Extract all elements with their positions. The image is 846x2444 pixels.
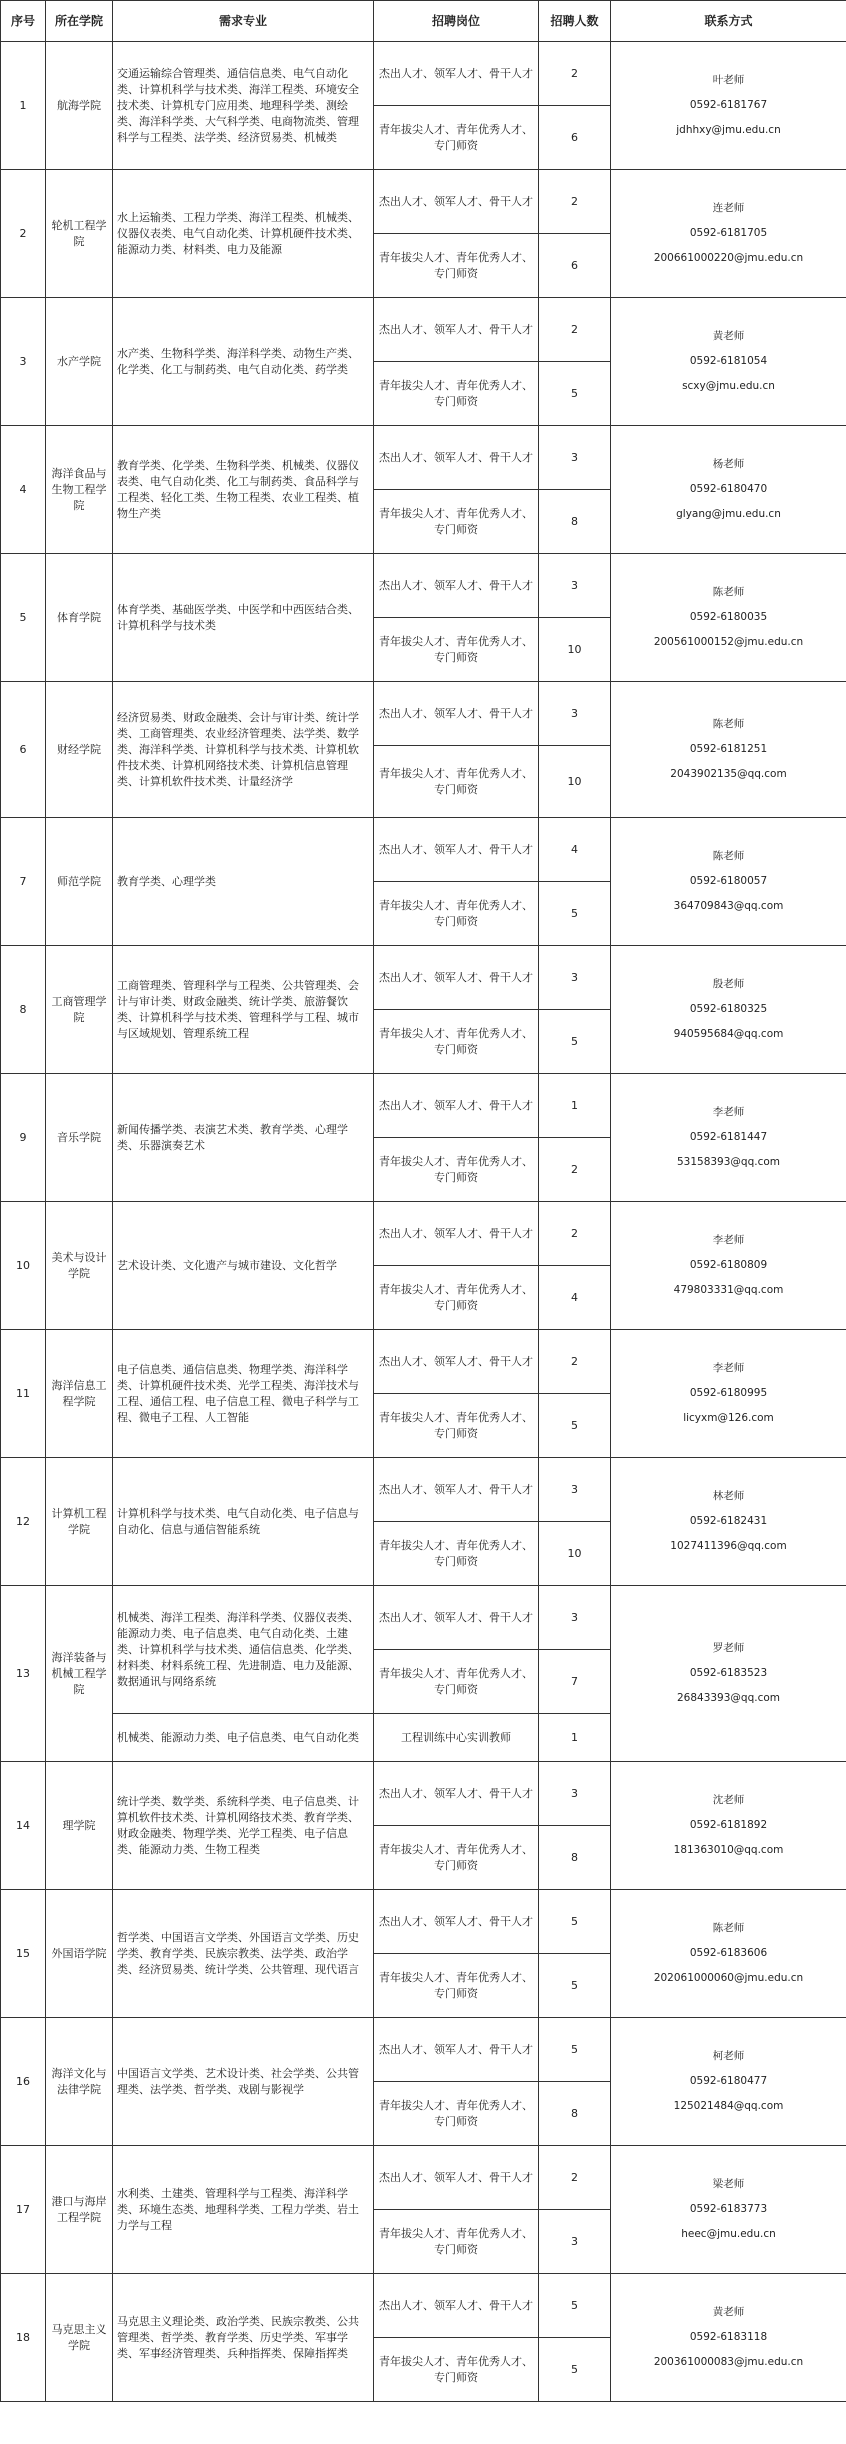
required-majors: 中国语言文学类、艺术设计类、社会学类、公共管理类、法学类、哲学类、戏剧与影视学 xyxy=(113,2018,374,2146)
contact-email[interactable]: jdhhxy@jmu.edu.cn xyxy=(676,124,781,136)
college-name: 海洋装备与机械工程学院 xyxy=(46,1586,113,1762)
contact-phone: 0592-6183118 xyxy=(689,2331,768,2343)
contact-person: 罗老师 xyxy=(712,1642,745,1654)
count-junior: 5 xyxy=(539,2338,611,2402)
row-number: 16 xyxy=(1,2018,46,2146)
position-senior: 杰出人才、领军人才、骨干人才 xyxy=(374,818,539,882)
contact-cell xyxy=(611,1202,846,1330)
college-name: 美术与设计学院 xyxy=(46,1202,113,1330)
contact-cell xyxy=(611,426,846,554)
position-junior: 青年拔尖人才、青年优秀人才、专门师资 xyxy=(374,746,539,818)
table-row xyxy=(1,946,846,1010)
contact-email[interactable]: glyang@jmu.edu.cn xyxy=(676,508,781,520)
contact-cell xyxy=(611,682,846,818)
required-majors: 水利类、土建类、管理科学与工程类、海洋科学类、环境生态类、地理科学类、工程力学类、岩土力学与工程 xyxy=(113,2146,374,2274)
count-junior: 10 xyxy=(539,618,611,682)
contact-cell xyxy=(611,170,846,298)
contact-person: 叶老师 xyxy=(712,74,745,86)
contact-email[interactable]: 202061000060@jmu.edu.cn xyxy=(653,1972,804,1984)
table-row xyxy=(1,298,846,362)
count-senior: 3 xyxy=(539,554,611,618)
header-row xyxy=(1,1,846,42)
contact-phone: 0592-6183773 xyxy=(689,2203,768,2215)
contact-cell xyxy=(611,298,846,426)
contact-cell xyxy=(611,2146,846,2274)
position-junior: 青年拔尖人才、青年优秀人才、专门师资 xyxy=(374,2082,539,2146)
count-senior: 3 xyxy=(539,426,611,490)
contact-email[interactable]: 53158393@qq.com xyxy=(676,1156,781,1168)
contact-phone: 0592-6180995 xyxy=(689,1387,768,1399)
contact-phone: 0592-6181767 xyxy=(689,99,768,111)
contact-phone: 0592-6181892 xyxy=(689,1819,768,1831)
table-row xyxy=(1,1890,846,1954)
count-senior: 5 xyxy=(539,1890,611,1954)
row-number: 12 xyxy=(1,1458,46,1586)
contact-phone: 0592-6183523 xyxy=(689,1667,768,1679)
header-contact: 联系方式 xyxy=(611,1,846,42)
contact-email[interactable]: 26843393@qq.com xyxy=(676,1692,781,1704)
contact-person: 陈老师 xyxy=(712,718,745,730)
position-junior: 青年拔尖人才、青年优秀人才、专门师资 xyxy=(374,2338,539,2402)
count-junior: 5 xyxy=(539,362,611,426)
required-majors: 马克思主义理论类、政治学类、民族宗教类、公共管理类、哲学类、教育学类、历史学类、军事学类、军事经济管理类、兵种指挥类、保障指挥类 xyxy=(113,2274,374,2402)
count-senior: 5 xyxy=(539,2018,611,2082)
position-senior: 杰出人才、领军人才、骨干人才 xyxy=(374,170,539,234)
contact-person: 李老师 xyxy=(712,1362,745,1374)
position-senior: 杰出人才、领军人才、骨干人才 xyxy=(374,2274,539,2338)
required-majors: 水上运输类、工程力学类、海洋工程类、机械类、仪器仪表类、电气自动化类、计算机硬件技术类、能源动力类、材料类、电力及能源 xyxy=(113,170,374,298)
count-senior: 3 xyxy=(539,1458,611,1522)
row-number: 9 xyxy=(1,1074,46,1202)
contact-email[interactable]: 479803331@qq.com xyxy=(673,1284,784,1296)
position-junior: 青年拔尖人才、青年优秀人才、专门师资 xyxy=(374,106,539,170)
count-junior: 10 xyxy=(539,746,611,818)
count-senior: 3 xyxy=(539,946,611,1010)
count-junior: 7 xyxy=(539,1650,611,1714)
required-majors: 水产类、生物科学类、海洋科学类、动物生产类、化学类、化工与制药类、电气自动化类、药学类 xyxy=(113,298,374,426)
contact-person: 陈老师 xyxy=(712,850,745,862)
count-junior: 3 xyxy=(539,2210,611,2274)
contact-person: 李老师 xyxy=(712,1106,745,1118)
row-number: 10 xyxy=(1,1202,46,1330)
table-row xyxy=(1,682,846,746)
college-name: 海洋信息工程学院 xyxy=(46,1330,113,1458)
count-senior: 2 xyxy=(539,170,611,234)
count-senior: 2 xyxy=(539,1330,611,1394)
college-name: 轮机工程学院 xyxy=(46,170,113,298)
contact-person: 殷老师 xyxy=(712,978,745,990)
contact-email[interactable]: 940595684@qq.com xyxy=(673,1028,784,1040)
contact-email[interactable]: 181363010@qq.com xyxy=(673,1844,784,1856)
position-junior: 青年拔尖人才、青年优秀人才、专门师资 xyxy=(374,490,539,554)
table-row xyxy=(1,1202,846,1266)
contact-phone: 0592-6181054 xyxy=(689,355,768,367)
contact-phone: 0592-6181447 xyxy=(689,1131,768,1143)
contact-person: 林老师 xyxy=(712,1490,745,1502)
position-senior: 杰出人才、领军人才、骨干人才 xyxy=(374,1202,539,1266)
row-number: 18 xyxy=(1,2274,46,2402)
table-row xyxy=(1,426,846,490)
table-row xyxy=(1,170,846,234)
count-senior: 2 xyxy=(539,1202,611,1266)
college-name: 海洋文化与法律学院 xyxy=(46,2018,113,2146)
count-junior: 8 xyxy=(539,2082,611,2146)
position-junior: 青年拔尖人才、青年优秀人才、专门师资 xyxy=(374,882,539,946)
position-senior: 杰出人才、领军人才、骨干人才 xyxy=(374,682,539,746)
position-junior: 青年拔尖人才、青年优秀人才、专门师资 xyxy=(374,1826,539,1890)
position-junior: 青年拔尖人才、青年优秀人才、专门师资 xyxy=(374,1650,539,1714)
count-junior: 8 xyxy=(539,1826,611,1890)
position-training: 工程训练中心实训教师 xyxy=(374,1714,539,1762)
count-junior: 5 xyxy=(539,1010,611,1074)
position-junior: 青年拔尖人才、青年优秀人才、专门师资 xyxy=(374,1138,539,1202)
contact-cell xyxy=(611,2274,846,2402)
row-number: 14 xyxy=(1,1762,46,1890)
contact-phone: 0592-6180325 xyxy=(689,1003,768,1015)
contact-phone: 0592-6180057 xyxy=(689,875,768,887)
college-name: 计算机工程学院 xyxy=(46,1458,113,1586)
count-senior: 5 xyxy=(539,2274,611,2338)
count-junior: 6 xyxy=(539,234,611,298)
count-senior: 3 xyxy=(539,1762,611,1826)
contact-cell xyxy=(611,42,846,170)
row-number: 4 xyxy=(1,426,46,554)
position-senior: 杰出人才、领军人才、骨干人才 xyxy=(374,2146,539,2210)
row-number: 1 xyxy=(1,42,46,170)
position-senior: 杰出人才、领军人才、骨干人才 xyxy=(374,1458,539,1522)
required-majors: 新闻传播学类、表演艺术类、教育学类、心理学类、乐器演奏艺术 xyxy=(113,1074,374,1202)
college-name: 体育学院 xyxy=(46,554,113,682)
count-junior: 6 xyxy=(539,106,611,170)
contact-person: 杨老师 xyxy=(712,458,745,470)
table-row xyxy=(1,1330,846,1394)
required-majors: 哲学类、中国语言文学类、外国语言文学类、历史学类、教育学类、民族宗教类、法学类、政治学类、经济贸易类、统计学类、公共管理、现代语言 xyxy=(113,1890,374,2018)
position-senior: 杰出人才、领军人才、骨干人才 xyxy=(374,426,539,490)
table-row xyxy=(1,1586,846,1650)
count-junior: 4 xyxy=(539,1266,611,1330)
college-name: 音乐学院 xyxy=(46,1074,113,1202)
contact-email[interactable]: 200661000220@jmu.edu.cn xyxy=(653,252,804,264)
count-senior: 3 xyxy=(539,682,611,746)
contact-cell xyxy=(611,1890,846,2018)
college-name: 海洋食品与生物工程学院 xyxy=(46,426,113,554)
position-senior: 杰出人才、领军人才、骨干人才 xyxy=(374,2018,539,2082)
count-junior: 10 xyxy=(539,1522,611,1586)
college-name: 航海学院 xyxy=(46,42,113,170)
contact-cell xyxy=(611,1762,846,1890)
header-college: 所在学院 xyxy=(46,1,113,42)
required-majors: 教育学类、化学类、生物科学类、机械类、仪器仪表类、电气自动化类、化工与制药类、食品科学与工程类、轻化工类、生物工程类、农业工程类、植物生产类 xyxy=(113,426,374,554)
header-count: 招聘人数 xyxy=(539,1,611,42)
contact-email[interactable]: 364709843@qq.com xyxy=(673,900,784,912)
count-junior: 5 xyxy=(539,1954,611,2018)
position-junior: 青年拔尖人才、青年优秀人才、专门师资 xyxy=(374,618,539,682)
position-junior: 青年拔尖人才、青年优秀人才、专门师资 xyxy=(374,1010,539,1074)
position-junior: 青年拔尖人才、青年优秀人才、专门师资 xyxy=(374,234,539,298)
contact-phone: 0592-6183606 xyxy=(689,1947,768,1959)
contact-person: 陈老师 xyxy=(712,586,745,598)
required-majors: 计算机科学与技术类、电气自动化类、电子信息与自动化、信息与通信智能系统 xyxy=(113,1458,374,1586)
position-senior: 杰出人才、领军人才、骨干人才 xyxy=(374,1762,539,1826)
position-junior: 青年拔尖人才、青年优秀人才、专门师资 xyxy=(374,1266,539,1330)
position-senior: 杰出人才、领军人才、骨干人才 xyxy=(374,1586,539,1650)
contact-phone: 0592-6180477 xyxy=(689,2075,768,2087)
contact-phone: 0592-6180035 xyxy=(689,611,768,623)
count-junior: 5 xyxy=(539,1394,611,1458)
row-number: 13 xyxy=(1,1586,46,1762)
required-majors: 教育学类、心理学类 xyxy=(113,818,374,946)
contact-phone: 0592-6181251 xyxy=(689,743,768,755)
header-no: 序号 xyxy=(1,1,46,42)
contact-email[interactable]: scxy@jmu.edu.cn xyxy=(682,380,775,392)
contact-cell xyxy=(611,818,846,946)
required-majors: 机械类、能源动力类、电子信息类、电气自动化类 xyxy=(113,1714,374,1762)
table-row xyxy=(1,2018,846,2082)
count-junior: 2 xyxy=(539,1138,611,1202)
college-name: 港口与海岸工程学院 xyxy=(46,2146,113,2274)
contact-email[interactable]: 200561000152@jmu.edu.cn xyxy=(653,636,804,648)
table-row xyxy=(1,1762,846,1826)
required-majors: 艺术设计类、文化遗产与城市建设、文化哲学 xyxy=(113,1202,374,1330)
contact-email[interactable]: 1027411396@qq.com xyxy=(670,1540,787,1552)
count-senior: 4 xyxy=(539,818,611,882)
position-junior: 青年拔尖人才、青年优秀人才、专门师资 xyxy=(374,1954,539,2018)
position-senior: 杰出人才、领军人才、骨干人才 xyxy=(374,1890,539,1954)
row-number: 3 xyxy=(1,298,46,426)
count-junior: 5 xyxy=(539,882,611,946)
contact-person: 黄老师 xyxy=(712,330,745,342)
contact-email[interactable]: 200361000083@jmu.edu.cn xyxy=(653,2356,804,2368)
contact-cell xyxy=(611,554,846,682)
contact-cell xyxy=(611,1330,846,1458)
count-senior: 3 xyxy=(539,1586,611,1650)
table-row xyxy=(1,42,846,106)
contact-cell xyxy=(611,2018,846,2146)
required-majors: 工商管理类、管理科学与工程类、公共管理类、会计与审计类、财政金融类、统计学类、旅游餐饮类、计算机科学与技术类、管理科学与工程、城市与区域规划、管理系统工程 xyxy=(113,946,374,1074)
count-senior: 2 xyxy=(539,2146,611,2210)
row-number: 8 xyxy=(1,946,46,1074)
college-name: 水产学院 xyxy=(46,298,113,426)
header-position: 招聘岗位 xyxy=(374,1,539,42)
contact-cell xyxy=(611,1458,846,1586)
position-junior: 青年拔尖人才、青年优秀人才、专门师资 xyxy=(374,1522,539,1586)
position-senior: 杰出人才、领军人才、骨干人才 xyxy=(374,946,539,1010)
required-majors: 体育学类、基础医学类、中医学和中西医结合类、计算机科学与技术类 xyxy=(113,554,374,682)
required-majors: 机械类、海洋工程类、海洋科学类、仪器仪表类、能源动力类、电子信息类、电气自动化类、土建类、计算机科学与技术类、通信信息类、化学类、材料类、材料系统工程、先进制造、电力及能源、数据通讯与网络系统 xyxy=(113,1586,374,1714)
contact-phone: 0592-6180470 xyxy=(689,483,768,495)
contact-person: 李老师 xyxy=(712,1234,745,1246)
position-senior: 杰出人才、领军人才、骨干人才 xyxy=(374,42,539,106)
contact-email[interactable]: 2043902135@qq.com xyxy=(670,768,787,780)
row-number: 7 xyxy=(1,818,46,946)
position-senior: 杰出人才、领军人才、骨干人才 xyxy=(374,1330,539,1394)
header-majors: 需求专业 xyxy=(113,1,374,42)
table-body xyxy=(1,42,846,2402)
table-row xyxy=(1,1458,846,1522)
row-number: 15 xyxy=(1,1890,46,2018)
row-number: 2 xyxy=(1,170,46,298)
table-row xyxy=(1,2146,846,2210)
contact-person: 柯老师 xyxy=(712,2050,745,2062)
contact-phone: 0592-6181705 xyxy=(689,227,768,239)
college-name: 外国语学院 xyxy=(46,1890,113,2018)
contact-email[interactable]: licyxm@126.com xyxy=(683,1412,774,1424)
contact-cell xyxy=(611,1074,846,1202)
contact-person: 连老师 xyxy=(712,202,745,214)
position-junior: 青年拔尖人才、青年优秀人才、专门师资 xyxy=(374,2210,539,2274)
position-junior: 青年拔尖人才、青年优秀人才、专门师资 xyxy=(374,362,539,426)
count-senior: 2 xyxy=(539,42,611,106)
contact-cell xyxy=(611,1586,846,1762)
college-name: 师范学院 xyxy=(46,818,113,946)
count-senior: 2 xyxy=(539,298,611,362)
college-name: 理学院 xyxy=(46,1762,113,1890)
position-junior: 青年拔尖人才、青年优秀人才、专门师资 xyxy=(374,1394,539,1458)
position-senior: 杰出人才、领军人才、骨干人才 xyxy=(374,1074,539,1138)
contact-person: 黄老师 xyxy=(712,2306,745,2318)
table-row xyxy=(1,554,846,618)
contact-email[interactable]: heec@jmu.edu.cn xyxy=(681,2228,776,2240)
count-senior: 1 xyxy=(539,1074,611,1138)
count-junior: 8 xyxy=(539,490,611,554)
position-senior: 杰出人才、领军人才、骨干人才 xyxy=(374,554,539,618)
required-majors: 电子信息类、通信信息类、物理学类、海洋科学类、计算机硬件技术类、光学工程类、海洋技术与工程、通信工程、电子信息工程、微电子科学与工程、微电子工程、人工智能 xyxy=(113,1330,374,1458)
count-training: 1 xyxy=(539,1714,611,1762)
college-name: 工商管理学院 xyxy=(46,946,113,1074)
contact-person: 陈老师 xyxy=(712,1922,745,1934)
row-number: 6 xyxy=(1,682,46,818)
row-number: 17 xyxy=(1,2146,46,2274)
position-senior: 杰出人才、领军人才、骨干人才 xyxy=(374,298,539,362)
table-row xyxy=(1,1074,846,1138)
contact-email[interactable]: 125021484@qq.com xyxy=(673,2100,784,2112)
row-number: 5 xyxy=(1,554,46,682)
contact-cell xyxy=(611,946,846,1074)
row-number: 11 xyxy=(1,1330,46,1458)
table-row xyxy=(1,2274,846,2338)
contact-phone: 0592-6180809 xyxy=(689,1259,768,1271)
table-row xyxy=(1,818,846,882)
contact-person: 梁老师 xyxy=(712,2178,745,2190)
required-majors: 经济贸易类、财政金融类、会计与审计类、统计学类、工商管理类、农业经济管理类、法学类、数学类、海洋科学类、计算机科学与技术类、计算机软件技术类、计算机网络技术类、计算机信息管理类、计算机软件技术类、计量经济学 xyxy=(113,682,374,818)
college-name: 马克思主义学院 xyxy=(46,2274,113,2402)
required-majors: 统计学类、数学类、系统科学类、电子信息类、计算机软件技术类、计算机网络技术类、教育学类、财政金融类、物理学类、光学工程类、电子信息类、能源动力类、生物工程类 xyxy=(113,1762,374,1890)
college-name: 财经学院 xyxy=(46,682,113,818)
contact-phone: 0592-6182431 xyxy=(689,1515,768,1527)
contact-person: 沈老师 xyxy=(712,1794,745,1806)
required-majors: 交通运输综合管理类、通信信息类、电气自动化类、计算机科学与技术类、海洋工程类、环境安全技术类、计算机专门应用类、地理科学类、测绘类、海洋科学类、大气科学类、电商物流类、管理科学与工程类、法学类、经济贸易类、机械类 xyxy=(113,42,374,170)
